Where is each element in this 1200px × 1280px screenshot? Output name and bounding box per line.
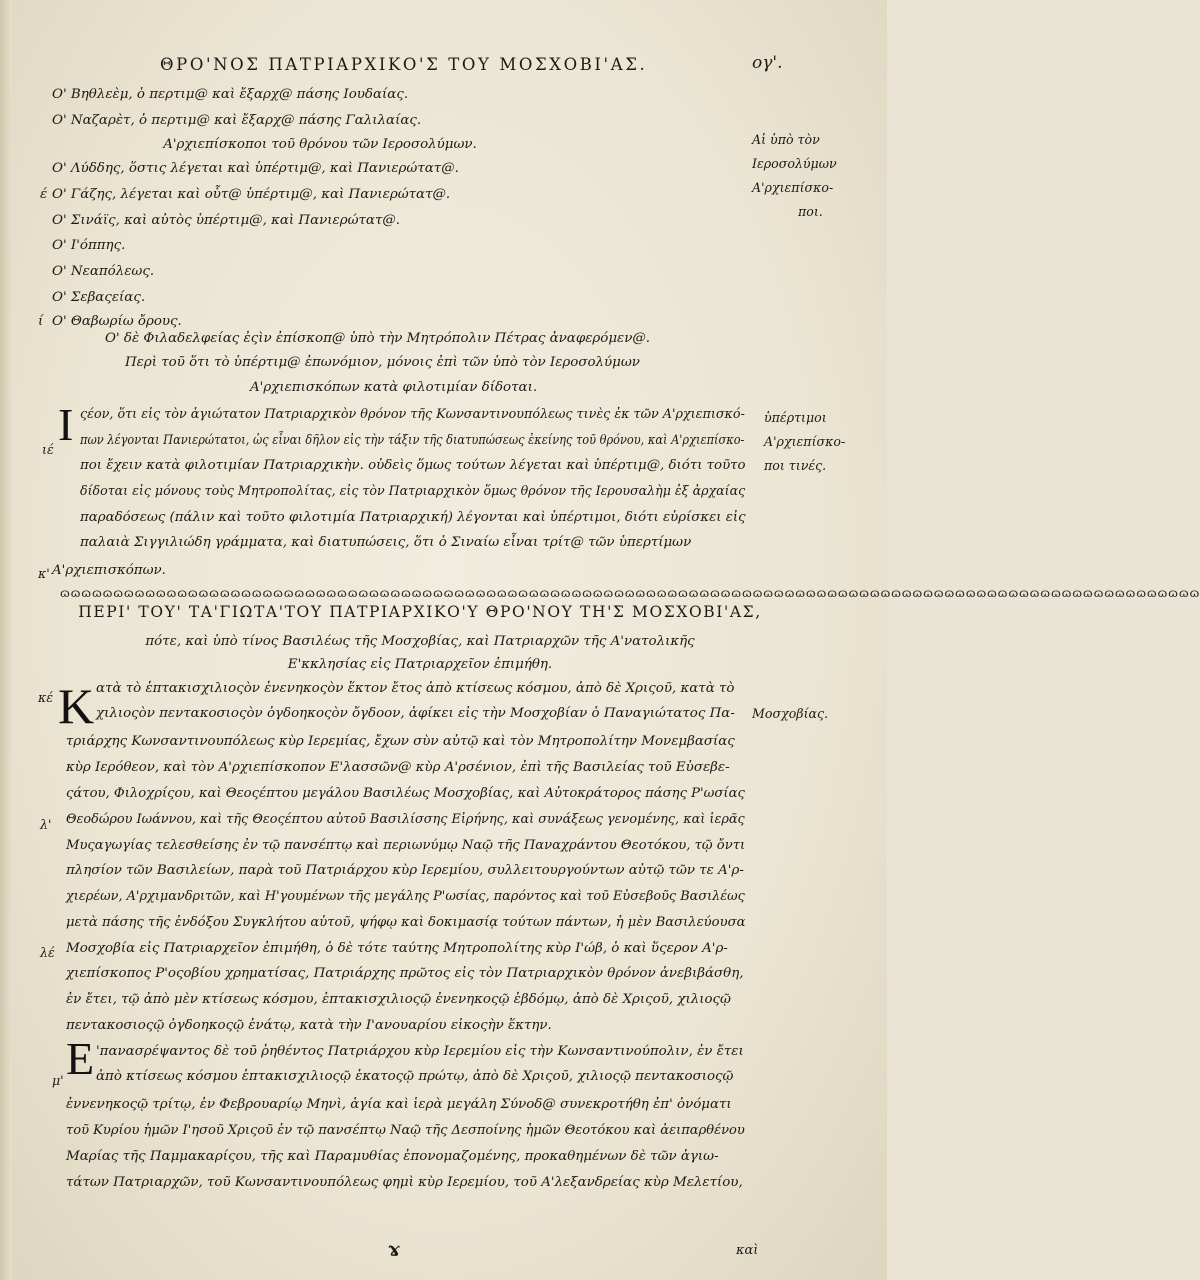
paragraph-line: ατὰ τὸ ἑπτακισχιλιοςὸν ἐνενηκοςὸν ἕκτον ἔτος ἀπὸ κτίσεως κόσμου, ἀπὸ δὲ Χριςοῦ, κατὰ τὸ	[96, 681, 735, 696]
paragraph-line: ςέον, ὅτι εἰς τὸν ἁγιώτατον Πατριαρχικὸν θρόνον τῆς Κωνσαντινουπόλεως τινὲς ἐκ τῶν Α'ρχιεπισκό-	[80, 407, 745, 422]
paragraph-line: Μαρίας τῆς Παμμακαρίςου, τῆς καὶ Παραμυθίας ἐπονομαζομένης, προκαθημένων δὲ τῶν ἁγιω-	[66, 1149, 719, 1164]
paragraph-line: ἀπὸ κτίσεως κόσμου ἑπτακισχιλιοςῷ ἑκατοςῷ πρώτῳ, ἀπὸ δὲ Χριςοῦ, χιλιοςῷ πεντακοσιοςῷ	[96, 1069, 734, 1084]
margin-note-line: ὑπέρτιμοι	[764, 410, 827, 425]
margin-note-line: Αἱ ὑπὸ τὸν	[752, 132, 820, 147]
paragraph-line: ἐννενηκοςῷ τρίτῳ, ἐν Φεβρουαρίῳ Μηνὶ, ἁγία καὶ ἱερὰ μεγάλη Σύνοδ@ συνεκροτήθη ἐπ' ὀνόματι	[66, 1097, 732, 1112]
paragraph-line: τριάρχης Κωνσαντινουπόλεως κὺρ Ιερεμίας, ἔχων σὺν αὐτῷ καὶ τὸν Μητροπολίτην Μονεμβασίας	[66, 734, 735, 749]
list-item: Ο' Σινάϊς, καὶ αὐτὸς ὑπέρτιμ@, καὶ Πανιερώτατ@.	[52, 213, 401, 228]
drop-cap: K	[58, 678, 95, 734]
list-item: Ο' Νεαπόλεως.	[52, 264, 155, 279]
list-item: Ο' Ι'όππης.	[52, 238, 126, 253]
margin-mark: λ'	[40, 817, 52, 832]
margin-mark: λέ	[40, 945, 55, 960]
paragraph-line: παλαιὰ Σιγγιλιώδη γράμματα, καὶ διατυπώσεις, ὅτι ὁ Σιναίω εἶναι τρίτ@ τῶν ὑπερτίμων	[80, 535, 692, 550]
folio-number: ογ'.	[752, 53, 783, 73]
margin-note-line: ποι.	[798, 204, 823, 219]
paragraph-line: χιερέων, Α'ρχιμανδριτῶν, καὶ Η'γουμένων τῆς μεγάλης Ρ'ωσίας, παρόντος καὶ τοῦ Εὐσεβοῦς Βασιλέως	[66, 889, 745, 904]
list-margin-mark: ί	[38, 314, 44, 329]
list-subheading: Α'ρχιεπίσκοποι τοῦ θρόνου τῶν Ιεροσολύμων.	[163, 137, 477, 152]
section-subtitle: Ε'κκλησίας εἰς Πατριαρχεῖον ἐπιμήθη.	[287, 657, 553, 672]
paragraph-line: παραδόσεως (πάλιν καὶ τοῦτο φιλοτιμία Πατριαρχική) λέγονται καὶ ὑπέρτιμοι, διότι εὑρίσκει εἰς	[80, 510, 746, 525]
ornamental-band: ɷɷɷɷɷɷɷɷɷɷɷɷɷɷɷɷɷɷɷɷɷɷɷɷɷɷɷɷɷɷɷɷɷɷɷɷɷɷɷɷɷɷɷɷɷɷɷɷɷɷɷɷɷɷɷɷɷɷɷɷɷɷɷɷɷɷɷɷɷɷɷɷɷɷɷɷɷɷɷɷɷɷɷɷɷɷɷɷɷɷɷɷɷɷɷɷɷɷɷɷɷɷɷɷɷɷɷ	[60, 586, 1200, 600]
list-item: Ο' Λύδδης, ὅστις λέγεται καὶ ὑπέρτιμ@, καὶ Πανιερώτατ@.	[52, 161, 459, 176]
paragraph-line: Θεοδώρου Ιωάννου, καὶ τῆς Θεοςέπτου αὐτοῦ Βασιλίσσης Εἰρήνης, καὶ συνάξεως γενομένης, καὶ ἱερᾶς	[66, 812, 745, 827]
paragraph-line: κὺρ Ιερόθεον, καὶ τὸν Α'ρχιεπίσκοπον Ε'λασσῶν@ κὺρ Α'ρσένιον, ἐπὶ τῆς Βασιλείας τοῦ Εὐσεβε-	[66, 760, 730, 775]
paragraph-line: ἐν ἔτει, τῷ ἀπὸ μὲν κτίσεως κόσμου, ἑπτακισχιλιοςῷ ἐνενηκοςῷ ἑβδόμῳ, ἀπὸ δὲ Χριςοῦ, χιλιοςῷ	[66, 992, 731, 1007]
note-line: Περὶ τοῦ ὅτι τὸ ὑπέρτιμ@ ἐπωνόμιον, μόνοις ἐπὶ τῶν ὑπὸ τὸν Ιεροσολύμων	[125, 355, 640, 370]
paragraph-line: πεντακοσιοςῷ ὀγδοηκοςῷ ἐνάτῳ, κατὰ τὴν Ι'ανουαρίου εἰκοςὴν ἕκτην.	[66, 1018, 552, 1033]
paragraph-line: πλησίον τῶν Βασιλείων, παρὰ τοῦ Πατριάρχου κὺρ Ιερεμίου, συλλειτουργούντων αὐτῷ τῶν τε Α'ρ-	[66, 863, 744, 878]
margin-mark: μ'	[52, 1073, 64, 1088]
paragraph-line: τοῦ Κυρίου ἡμῶν Ι'ησοῦ Χριςοῦ ἐν τῷ πανσέπτῳ Ναῷ τῆς Δεσποίνης ἡμῶν Θεοτόκου καὶ ἀειπαρθένου	[66, 1123, 745, 1138]
margin-note-line: ποι τινές.	[764, 458, 827, 473]
paragraph-line: Μοσχοβία εἰς Πατριαρχεῖον ἐπιμήθη, ὁ δὲ τότε ταύτης Μητροπολίτης κὺρ Ι'ώβ, ὁ καὶ ὕςερον Α'ρ-	[66, 941, 728, 956]
binding-gutter	[0, 0, 12, 1280]
running-heading: ΘΡΟ'ΝΟΣ ΠΑΤΡΙΑΡΧΙΚΟ'Σ ΤΟΥ ΜΟΣΧΟΒΙ'ΑΣ.	[160, 55, 648, 74]
section-subtitle: πότε, καὶ ὑπὸ τίνος Βασιλέως τῆς Μοσχοβίας, καὶ Πατριαρχῶν τῆς Α'νατολικῆς	[145, 634, 695, 649]
list-item: Ο' Βηθλεὲμ, ὁ περτιμ@ καὶ ἔξαρχ@ πάσης Ιουδαίας.	[52, 87, 409, 102]
note-line: Ο' δὲ Φιλαδελφείας ἐςὶν ἐπίσκοπ@ ὑπὸ τὴν Μητρόπολιν Πέτρας ἀναφερόμεν@.	[105, 331, 651, 346]
margin-note-line: Ιεροσολύμων	[752, 156, 837, 171]
list-item: Ο' Θαβωρίω ὄρους.	[52, 314, 182, 329]
paragraph-line: ποι ἔχειν κατὰ φιλοτιμίαν Πατριαρχικὴν. οὐδεὶς ὅμως τούτων λέγεται καὶ ὑπέρτιμ@, διότι τοῦτο	[80, 458, 746, 473]
margin-note-line: Α'ρχιεπίσκο-	[752, 180, 834, 195]
paragraph-line: τάτων Πατριαρχῶν, τοῦ Κωνσαντινουπόλεως φημὶ κὺρ Ιερεμίου, τοῦ Α'λεξανδρείας κὺρ Μελετίου,	[66, 1175, 743, 1190]
paragraph-line: πων λέγονται Πανιερώτατοι, ὡς εἶναι δῆλον εἰς τὴν τάξιν τῆς διατυπώσεως ἐκείνης τοῦ θρόνου, καὶ Α'ρχιεπίσκο-	[80, 433, 745, 448]
list-item: Ο' Σεβαςείας.	[52, 290, 146, 305]
margin-note-line: Α'ρχιεπίσκο-	[764, 434, 846, 449]
signature-mark: ɤ	[388, 1238, 400, 1260]
paragraph-line: ςάτου, Φιλοχρίςου, καὶ Θεοςέπτου μεγάλου Βασιλέως Μοσχοβίας, καὶ Αὐτοκράτορος πάσης Ρ'ωσίας	[66, 786, 745, 801]
list-item: Ο' Γάζης, λέγεται καὶ οὗτ@ ὑπέρτιμ@, καὶ Πανιερώτατ@.	[52, 187, 451, 202]
paragraph-line: χιεπίσκοπος Ρ'οςοβίου χρηματίσας, Πατριάρχης πρῶτος εἰς τὸν Πατριαρχικὸν θρόνον ἀνεβιβάσθη,	[66, 966, 744, 981]
list-margin-mark: έ	[40, 187, 48, 202]
margin-mark: κέ	[38, 690, 54, 705]
paragraph-line: Α'ρχιεπισκόπων.	[52, 563, 166, 578]
paragraph-line: δίδοται εἰς μόνους τοὺς Μητροπολίτας, εἰς τὸν Πατριαρχικὸν ὅμως θρόνον τῆς Ιερουσαλὴμ ἐξ ἀρχαίας	[80, 484, 746, 499]
drop-cap: Ι	[58, 399, 74, 450]
section-title: ΠΕΡΙ' ΤΟΥ' ΤΑ'ΓΙΩΤΑ'ΤΟΥ ΠΑΤΡΙΑΡΧΙΚΟ'Υ ΘΡΟ'ΝΟΥ ΤΗ'Σ ΜΟΣΧΟΒΙ'ΑΣ,	[78, 603, 762, 621]
paragraph-line: μετὰ πάσης τῆς ἐνδόξου Συγκλήτου αὐτοῦ, ψήφῳ καὶ δοκιμασίᾳ τούτων πάντων, ἡ μὲν Βασιλεύουσα	[66, 915, 746, 930]
paragraph-line: Μυςαγωγίας τελεσθείσης ἐν τῷ πανσέπτῳ καὶ περιωνύμῳ Ναῷ τῆς Παναχράντου Θεοτόκου, τῷ ὄντι	[66, 838, 746, 853]
note-line: Α'ρχιεπισκόπων κατὰ φιλοτιμίαν δίδοται.	[250, 380, 538, 395]
paragraph-line: χιλιοςὸν πεντακοσιοςὸν ὀγδοηκοςὸν ὄγδοον, ἀφίκει εἰς τὴν Μοσχοβίαν ὁ Παναγιώτατος Πα-	[96, 706, 735, 721]
paragraph-line: 'πανασρέψαντος δὲ τοῦ ῥηθέντος Πατριάρχου κὺρ Ιερεμίου εἰς τὴν Κωνσαντινούπολιν, ἐν ἔτει	[96, 1044, 744, 1059]
margin-note-line: Μοσχοβίας.	[752, 706, 829, 721]
margin-mark: κ'	[38, 566, 50, 581]
list-item: Ο' Ναζαρὲτ, ὁ περτιμ@ καὶ ἔξαρχ@ πάσης Γαλιλαίας.	[52, 113, 422, 128]
catchword: καὶ	[736, 1243, 759, 1258]
margin-mark: ιέ	[42, 442, 54, 457]
drop-cap: Ε	[66, 1033, 95, 1084]
